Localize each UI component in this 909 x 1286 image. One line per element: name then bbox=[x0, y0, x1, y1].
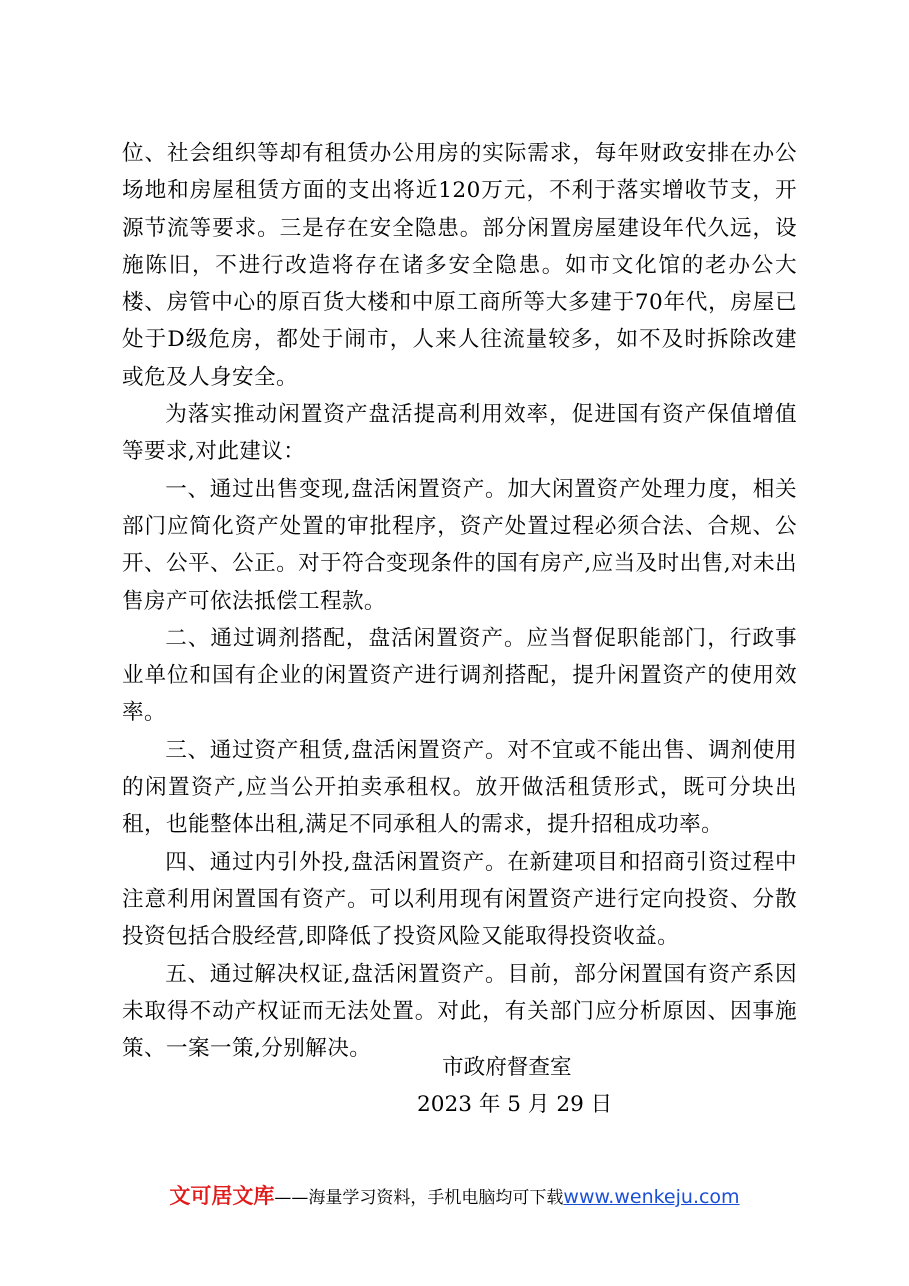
body-paragraph-suggestion-3: 三、通过资产租赁,盘活闲置资产。对不宜或不能出售、调剂使用的闲置资产,应当公开拍卖承租权。放开做活租赁形式，既可分块出租，也能整体出租,满足不同承租人的需求，提升招租成功率。 bbox=[122, 737, 797, 838]
footer-dash: —— bbox=[274, 1188, 309, 1208]
signature-organization: 市政府督查室 bbox=[442, 1055, 572, 1080]
body-paragraph-suggestion-2: 二、通过调剂搭配，盘活闲置资产。应当督促职能部门，行政事业单位和国有企业的闲置资产进行调剂搭配，提升闲置资产的使用效率。 bbox=[122, 625, 797, 726]
document-body bbox=[122, 135, 797, 1067]
footer-website-link[interactable]: www.wenkeju.com bbox=[563, 1186, 740, 1208]
body-paragraph-suggestion-5: 五、通过解决权证,盘活闲置资产。目前，部分闲置国有资产系因未取得不动产权证而无法处置。对此，有关部门应分析原因、因事施策、一案一策,分别解决。 bbox=[122, 961, 797, 1062]
footer-banner bbox=[0, 1182, 909, 1212]
footer-brand: 文可居文库 bbox=[169, 1184, 275, 1208]
body-paragraph-continued: 位、社会组织等却有租赁办公用房的实际需求，每年财政安排在办公场地和房屋租赁方面的支出将近120万元，不利于落实增收节支，开源节流等要求。三是存在安全隐患。部分闲置房屋建设年代久远，设施陈旧，不进行改造将存在诸多安全隐患。如市文化馆的老办公大楼、房管中心的原百货大楼和中原工商所等大多建于70年代，房屋已处于D级危房，都处于闹市，人来人往流量较多，如不及时拆除改建或危及人身安全。 bbox=[122, 141, 797, 390]
body-paragraph-suggestion-4: 四、通过内引外投,盘活闲置资产。在新建项目和招商引资过程中注意利用闲置国有资产。可以利用现有闲置资产进行定向投资、分散投资包括合股经营,即降低了投资风险又能取得投资收益。 bbox=[122, 849, 797, 950]
signature-date: 2023 年 5 月 29 日 bbox=[417, 1092, 613, 1117]
footer-description: 海量学习资料，手机电脑均可下载 bbox=[308, 1188, 564, 1208]
body-paragraph-suggestion-1: 一、通过出售变现,盘活闲置资产。加大闲置资产处理力度，相关部门应简化资产处置的审批程序，资产处置过程必须合法、合规、公开、公平、公正。对于符合变现条件的国有房产,应当及时出售,对未出售房产可依法抵偿工程款。 bbox=[122, 476, 797, 614]
body-paragraph-proposal-intro: 为落实推动闲置资产盘活提高利用效率，促进国有资产保值增值等要求,对此建议： bbox=[122, 402, 797, 465]
